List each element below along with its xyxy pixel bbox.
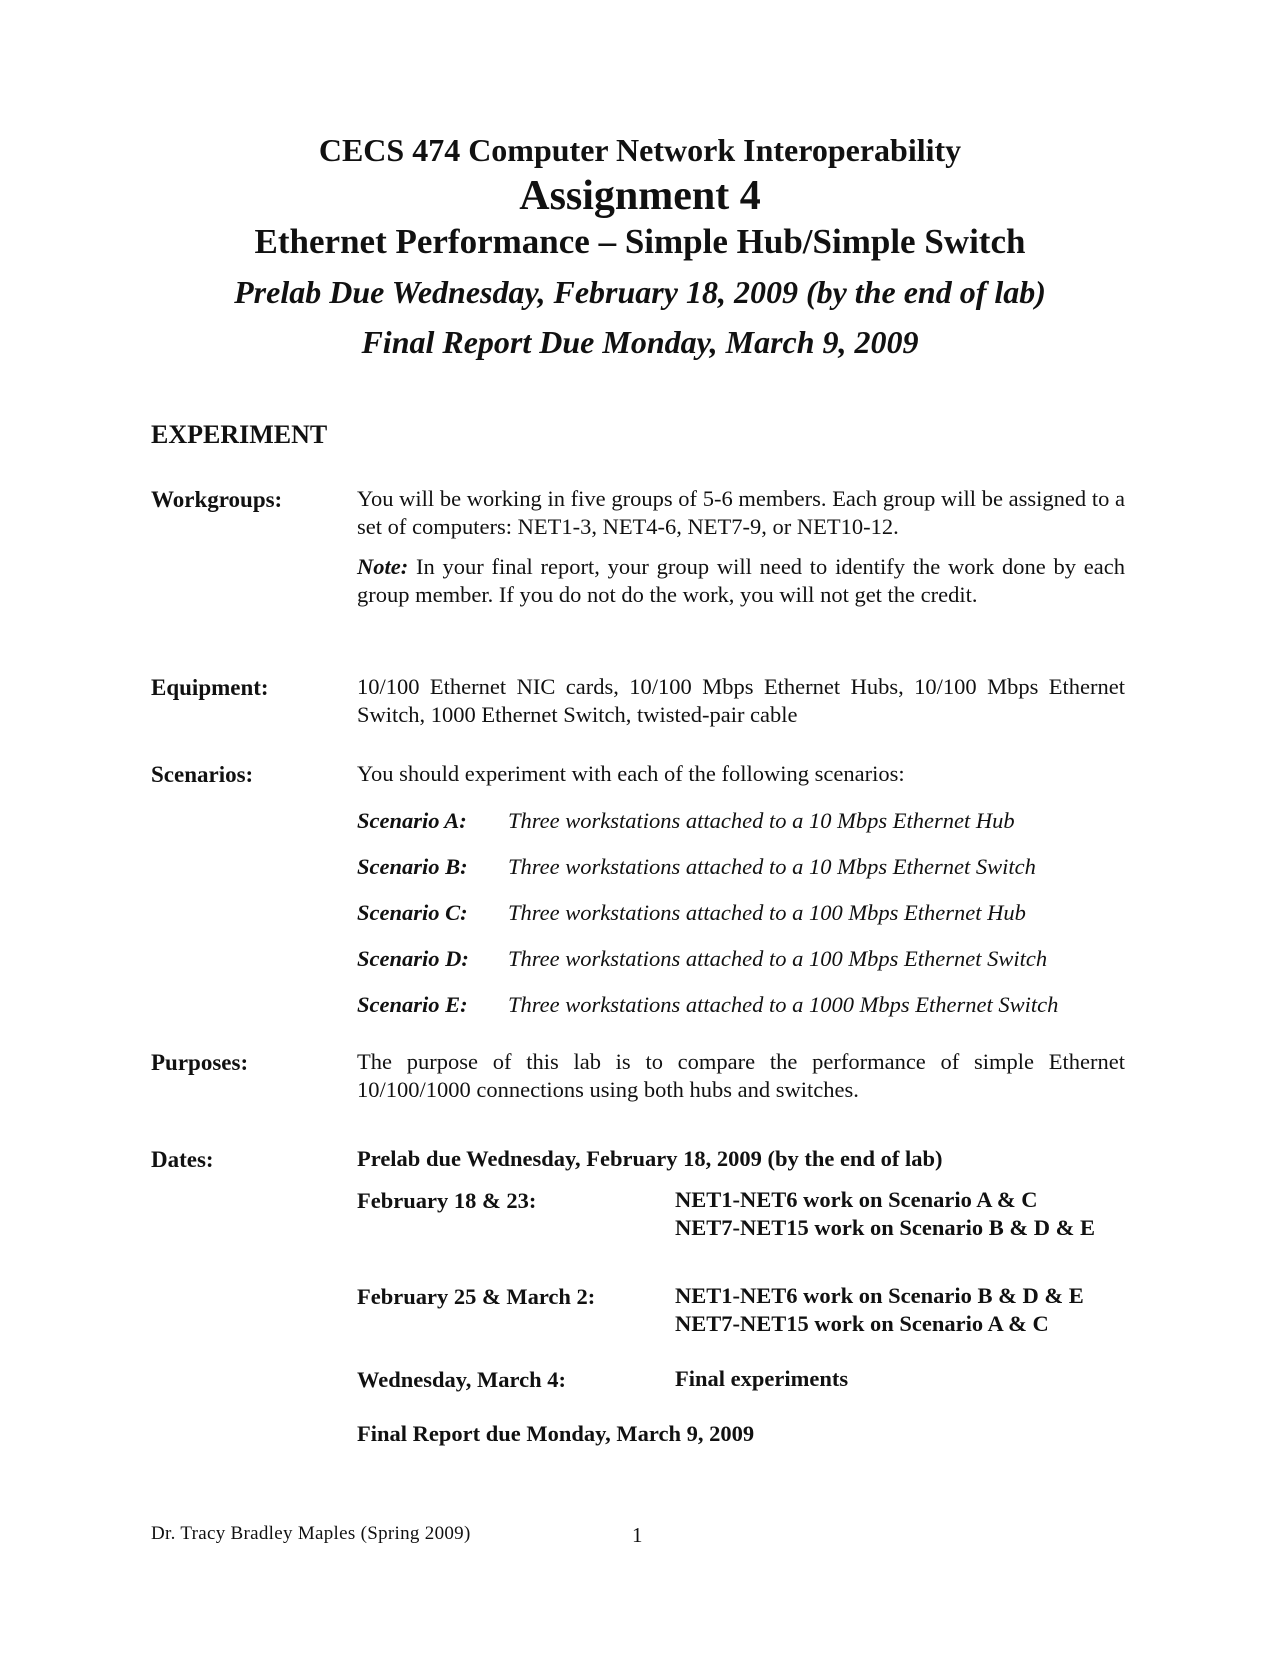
- final-report-due-date: Final Report Due Monday, March 9, 2009: [361, 324, 919, 360]
- scenario-item: [357, 854, 1036, 880]
- scenario-item: [357, 992, 1058, 1018]
- section-heading-experiment: EXPERIMENT: [151, 420, 328, 449]
- scenarios-label: Scenarios:: [151, 762, 254, 787]
- footer-author: Dr. Tracy Bradley Maples (Spring 2009): [151, 1523, 471, 1544]
- date-tasks: [675, 1282, 1084, 1338]
- dates-prelab: Prelab due Wednesday, February 18, 2009 (by the end of lab): [357, 1146, 943, 1171]
- date-when: February 18 & 23:: [357, 1188, 537, 1213]
- date-task-line: NET1-NET6 work on Scenario A & C: [675, 1187, 1038, 1212]
- workgroups-label: Workgroups:: [151, 487, 283, 512]
- scenario-key: Scenario E:: [357, 992, 468, 1017]
- date-when: Wednesday, March 4:: [357, 1367, 566, 1392]
- scenario-item: [357, 900, 1026, 926]
- scenario-key: Scenario D:: [357, 946, 469, 971]
- date-when: February 25 & March 2:: [357, 1284, 596, 1309]
- course-title: CECS 474 Computer Network Interoperability: [318, 132, 962, 168]
- scenario-desc: Three workstations attached to a 10 Mbps Ethernet Switch: [508, 854, 1036, 879]
- assignment-title: Assignment 4: [519, 173, 761, 219]
- scenario-desc: Three workstations attached to a 100 Mbps Ethernet Hub: [508, 900, 1026, 925]
- scenarios-intro: You should experiment with each of the following scenarios:: [357, 761, 905, 786]
- scenario-desc: Three workstations attached to a 10 Mbps Ethernet Hub: [508, 808, 1015, 833]
- date-tasks: [675, 1186, 1095, 1242]
- scenario-item: [357, 808, 1015, 834]
- dates-label: Dates:: [151, 1147, 214, 1172]
- purposes-label: Purposes:: [151, 1050, 249, 1075]
- page-number: 1: [632, 1523, 643, 1547]
- scenario-desc: Three workstations attached to a 100 Mbps Ethernet Switch: [508, 946, 1048, 971]
- scenario-key: Scenario C:: [357, 900, 468, 925]
- prelab-due-date: Prelab Due Wednesday, February 18, 2009 (by the end of lab): [234, 274, 1046, 310]
- date-task-line: NET7-NET15 work on Scenario A & C: [675, 1311, 1049, 1336]
- date-task-line: NET1-NET6 work on Scenario B & D & E: [675, 1283, 1084, 1308]
- date-task-line: Final experiments: [675, 1366, 849, 1391]
- date-task-line: NET7-NET15 work on Scenario B & D & E: [675, 1215, 1096, 1240]
- scenario-desc: Three workstations attached to a 1000 Mbps Ethernet Switch: [508, 992, 1059, 1017]
- equipment-label: Equipment:: [151, 675, 269, 700]
- equipment-text: 10/100 Ethernet NIC cards, 10/100 Mbps Ethernet Hubs, 10/100 Mbps Ethernet Switch, 1000 Ethernet Switch, twisted-pair cable: [357, 674, 1125, 727]
- workgroups-text: You will be working in five groups of 5-6 members. Each group will be assigned to a set of computers: NET1-3, NET4-6, NET7-9, or NET10-12.: [357, 486, 1125, 539]
- assignment-subtitle: Ethernet Performance – Simple Hub/Simple Switch: [254, 222, 1026, 261]
- scenario-key: Scenario A:: [357, 808, 467, 833]
- scenario-item: [357, 946, 1047, 972]
- date-tasks: [675, 1365, 848, 1393]
- dates-final-report: Final Report due Monday, March 9, 2009: [357, 1421, 755, 1446]
- note-text: In your final report, your group will need to identify the work done by each group member. If you do not do the work, you will not get the credit.: [357, 554, 1125, 607]
- workgroups-note: [357, 553, 1125, 609]
- scenario-key: Scenario B:: [357, 854, 468, 879]
- purposes-text: The purpose of this lab is to compare the performance of simple Ethernet 10/100/1000 connections using both hubs and switches.: [357, 1049, 1125, 1102]
- note-lead: Note:: [357, 554, 409, 579]
